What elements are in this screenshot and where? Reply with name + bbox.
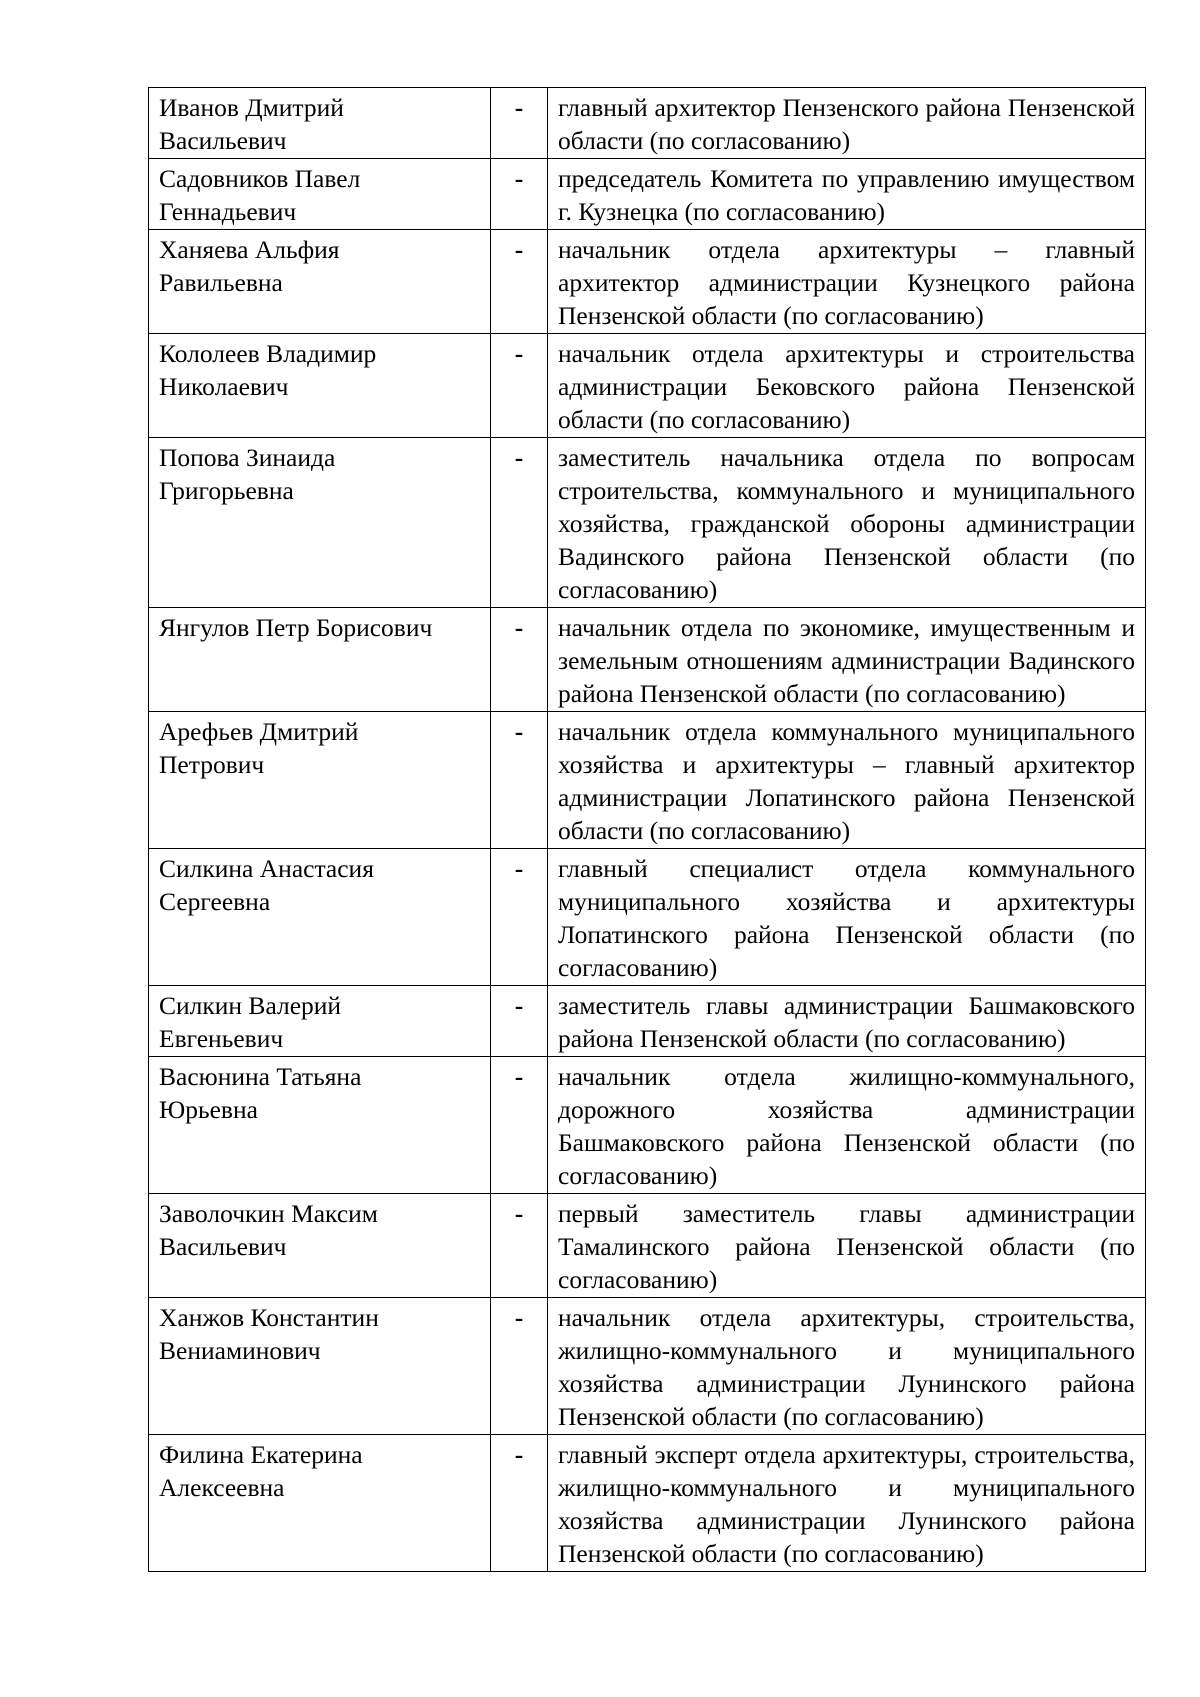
table-row xyxy=(149,986,1146,1057)
member-position: заместитель начальника отдела по вопросам строительства, коммунального и муниципального хозяйства, гражданской обороны администрации Вадинского района Пензенской области (по согласованию) xyxy=(548,438,1146,608)
member-name: Заволочкин Максим Васильевич xyxy=(149,1194,491,1298)
member-position: главный специалист отдела коммунального муниципального хозяйства и архитектуры Лопатинского района Пензенской области (по согласованию) xyxy=(548,849,1146,986)
table-row xyxy=(149,438,1146,608)
table-row xyxy=(149,1057,1146,1194)
table-row xyxy=(149,712,1146,849)
member-name: Арефьев Дмитрий Петрович xyxy=(149,712,491,849)
dash-separator: - xyxy=(491,986,548,1057)
member-position: заместитель главы администрации Башмаковского района Пензенской области (по согласованию) xyxy=(548,986,1146,1057)
table-row xyxy=(149,230,1146,334)
member-name: Васюнина Татьяна Юрьевна xyxy=(149,1057,491,1194)
table-row xyxy=(149,608,1146,712)
dash-separator: - xyxy=(491,608,548,712)
member-name: Попова Зинаида Григорьевна xyxy=(149,438,491,608)
dash-separator: - xyxy=(491,1057,548,1194)
member-name: Янгулов Петр Борисович xyxy=(149,608,491,712)
member-position: главный эксперт отдела архитектуры, строительства, жилищно-коммунального и муниципального хозяйства администрации Лунинского района Пензенской области (по согласованию) xyxy=(548,1435,1146,1572)
member-position: начальник отдела архитектуры и строительства администрации Бековского района Пензенской области (по согласованию) xyxy=(548,334,1146,438)
member-position: начальник отдела по экономике, имущественным и земельным отношениям администрации Вадинского района Пензенской области (по согласованию) xyxy=(548,608,1146,712)
dash-separator: - xyxy=(491,334,548,438)
dash-separator: - xyxy=(491,88,548,159)
dash-separator: - xyxy=(491,438,548,608)
member-name: Садовников Павел Геннадьевич xyxy=(149,159,491,230)
member-position: начальник отдела архитектуры – главный архитектор администрации Кузнецкого района Пензенской области (по согласованию) xyxy=(548,230,1146,334)
dash-separator: - xyxy=(491,1194,548,1298)
dash-separator: - xyxy=(491,849,548,986)
member-position: начальник отдела жилищно-коммунального, дорожного хозяйства администрации Башмаковского района Пензенской области (по согласованию) xyxy=(548,1057,1146,1194)
member-position: главный архитектор Пензенского района Пензенской области (по согласованию) xyxy=(548,88,1146,159)
member-name: Ханжов Константин Вениаминович xyxy=(149,1298,491,1435)
members-table-body xyxy=(149,88,1146,1572)
member-name: Силкин Валерий Евгеньевич xyxy=(149,986,491,1057)
member-name: Иванов Дмитрий Васильевич xyxy=(149,88,491,159)
table-row xyxy=(149,1435,1146,1572)
table-row xyxy=(149,849,1146,986)
member-position: первый заместитель главы администрации Тамалинского района Пензенской области (по согласованию) xyxy=(548,1194,1146,1298)
dash-separator: - xyxy=(491,159,548,230)
members-table xyxy=(148,87,1146,1572)
dash-separator: - xyxy=(491,1435,548,1572)
dash-separator: - xyxy=(491,1298,548,1435)
member-position: начальник отдела коммунального муниципального хозяйства и архитектуры – главный архитектор администрации Лопатинского района Пензенской области (по согласованию) xyxy=(548,712,1146,849)
dash-separator: - xyxy=(491,712,548,849)
table-row xyxy=(149,334,1146,438)
member-position: председатель Комитета по управлению имуществом г. Кузнецка (по согласованию) xyxy=(548,159,1146,230)
member-position: начальник отдела архитектуры, строительства, жилищно-коммунального и муниципального хозяйства администрации Лунинского района Пензенской области (по согласованию) xyxy=(548,1298,1146,1435)
member-name: Кололеев Владимир Николаевич xyxy=(149,334,491,438)
table-row xyxy=(149,88,1146,159)
table-row xyxy=(149,1194,1146,1298)
member-name: Силкина Анастасия Сергеевна xyxy=(149,849,491,986)
dash-separator: - xyxy=(491,230,548,334)
table-row xyxy=(149,159,1146,230)
member-name: Ханяева Альфия Равильевна xyxy=(149,230,491,334)
table-row xyxy=(149,1298,1146,1435)
member-name: Филина Екатерина Алексеевна xyxy=(149,1435,491,1572)
